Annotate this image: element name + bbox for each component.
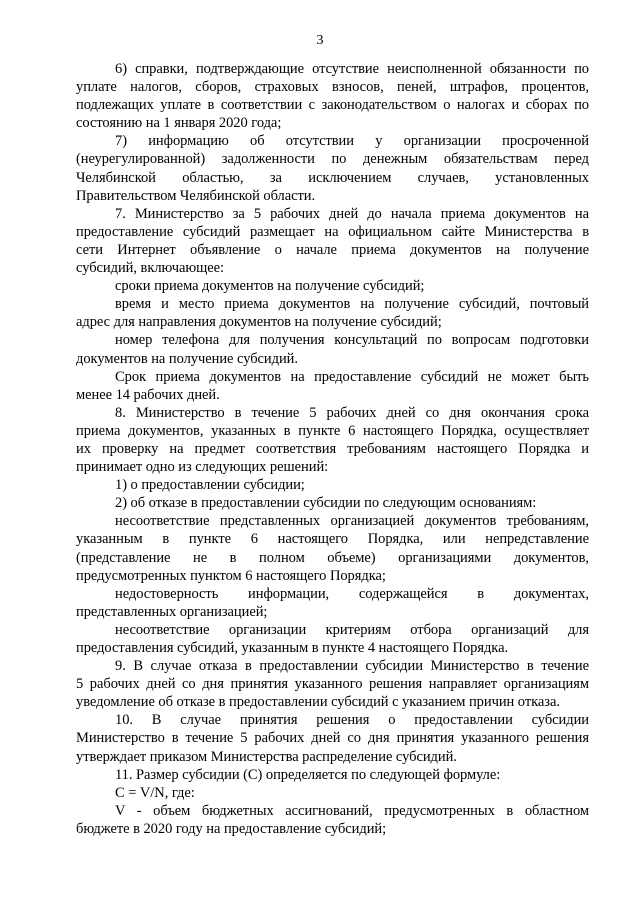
text-line: бюджете в 2020 году на предоставление субсидий; xyxy=(76,820,387,837)
page-number: 3 xyxy=(316,33,324,48)
text-line: 9. В случае отказа в предоставлении субсидии Министерство в течение xyxy=(115,658,589,675)
text-line: уплате налогов, сборов, страховых взносов, пеней, штрафов, процентов, xyxy=(76,79,589,96)
text-line: (неурегулированной) задолженности по денежным обязательствам перед xyxy=(76,151,589,168)
text-line: Правительством Челябинской области. xyxy=(76,187,316,204)
text-line: 6) справки, подтверждающие отсутствие неисполненной обязанности по xyxy=(115,61,589,77)
text-line: номер телефона для получения консультаций по вопросам подготовки xyxy=(115,332,589,349)
text-line: сети Интернет объявление о начале приема документов на получение xyxy=(76,241,589,258)
text-line: документов на получение субсидий. xyxy=(76,350,298,367)
text-line: субсидий, включающее: xyxy=(76,260,225,277)
text-line: 10. В случае принятия решения о предоставлении субсидии xyxy=(115,712,589,729)
text-line: 5 рабочих дней со дня принятия указанного решения направляет организациям xyxy=(76,676,589,693)
text-line: принимает одно из следующих решений: xyxy=(76,459,329,476)
text-line: предусмотренных пунктом 6 настоящего Порядка; xyxy=(76,567,386,584)
text-line: менее 14 рабочих дней. xyxy=(76,386,220,403)
text-line: утверждает приказом Министерства распределение субсидий. xyxy=(76,748,457,765)
text-line: 11. Размер субсидии (С) определяется по следующей формуле: xyxy=(115,766,501,783)
text-line: Срок приема документов на предоставление субсидий не может быть xyxy=(115,368,589,385)
text-line: V - объем бюджетных ассигнований, предусмотренных в областном xyxy=(115,802,589,819)
text-line: С = V/N, где: xyxy=(115,784,195,801)
text-line: адрес для направления документов на получение субсидий; xyxy=(76,314,442,331)
text-line: Челябинской областью, за исключением случаев, установленных xyxy=(76,169,589,186)
text-line: их проверку на предмет соответствия требованиям настоящего Порядка и xyxy=(76,440,589,457)
text-line: указанным в пункте 6 настоящего Порядка, или непредставление xyxy=(76,531,589,548)
text-line: 7) информацию об отсутствии у организации просроченной xyxy=(115,133,589,150)
text-line: недостоверность информации, содержащейся в документах, xyxy=(115,585,589,602)
text-line: представленных организацией; xyxy=(76,603,268,620)
text-line: приема документов, указанных в пункте 6 настоящего Порядка, осуществляет xyxy=(76,422,589,439)
text-line: 7. Министерство за 5 рабочих дней до начала приема документов на xyxy=(115,205,589,222)
text-line: время и место приема документов на получение субсидий, почтовый xyxy=(115,296,589,313)
text-line: предоставление субсидий размещает на официальном сайте Министерства в xyxy=(76,223,589,240)
text-line: (представление не в полном объеме) организациями документов, xyxy=(76,549,589,566)
document-body xyxy=(76,60,589,838)
text-line: несоответствие представленных организацией документов требованиям, xyxy=(115,513,589,530)
text-line: подлежащих уплате в соответствии с законодательством о налогах и сборах по xyxy=(76,97,589,114)
text-line: несоответствие организации критериям отбора организаций для xyxy=(115,621,589,638)
text-line: предоставления субсидий, указанным в пункте 4 настоящего Порядка. xyxy=(76,640,509,656)
text-line: состоянию на 1 января 2020 года; xyxy=(76,115,282,132)
text-line: уведомление об отказе в предоставлении субсидий с указанием причин отказа. xyxy=(76,694,560,711)
text-line: 1) о предоставлении субсидии; xyxy=(115,477,305,494)
text-line: сроки приема документов на получение субсидий; xyxy=(115,278,425,295)
text-line: 8. Министерство в течение 5 рабочих дней со дня окончания срока xyxy=(115,404,589,421)
text-line: Министерство в течение 5 рабочих дней со дня принятия указанного решения xyxy=(76,730,589,747)
text-line: 2) об отказе в предоставлении субсидии по следующим основаниям: xyxy=(115,495,537,512)
